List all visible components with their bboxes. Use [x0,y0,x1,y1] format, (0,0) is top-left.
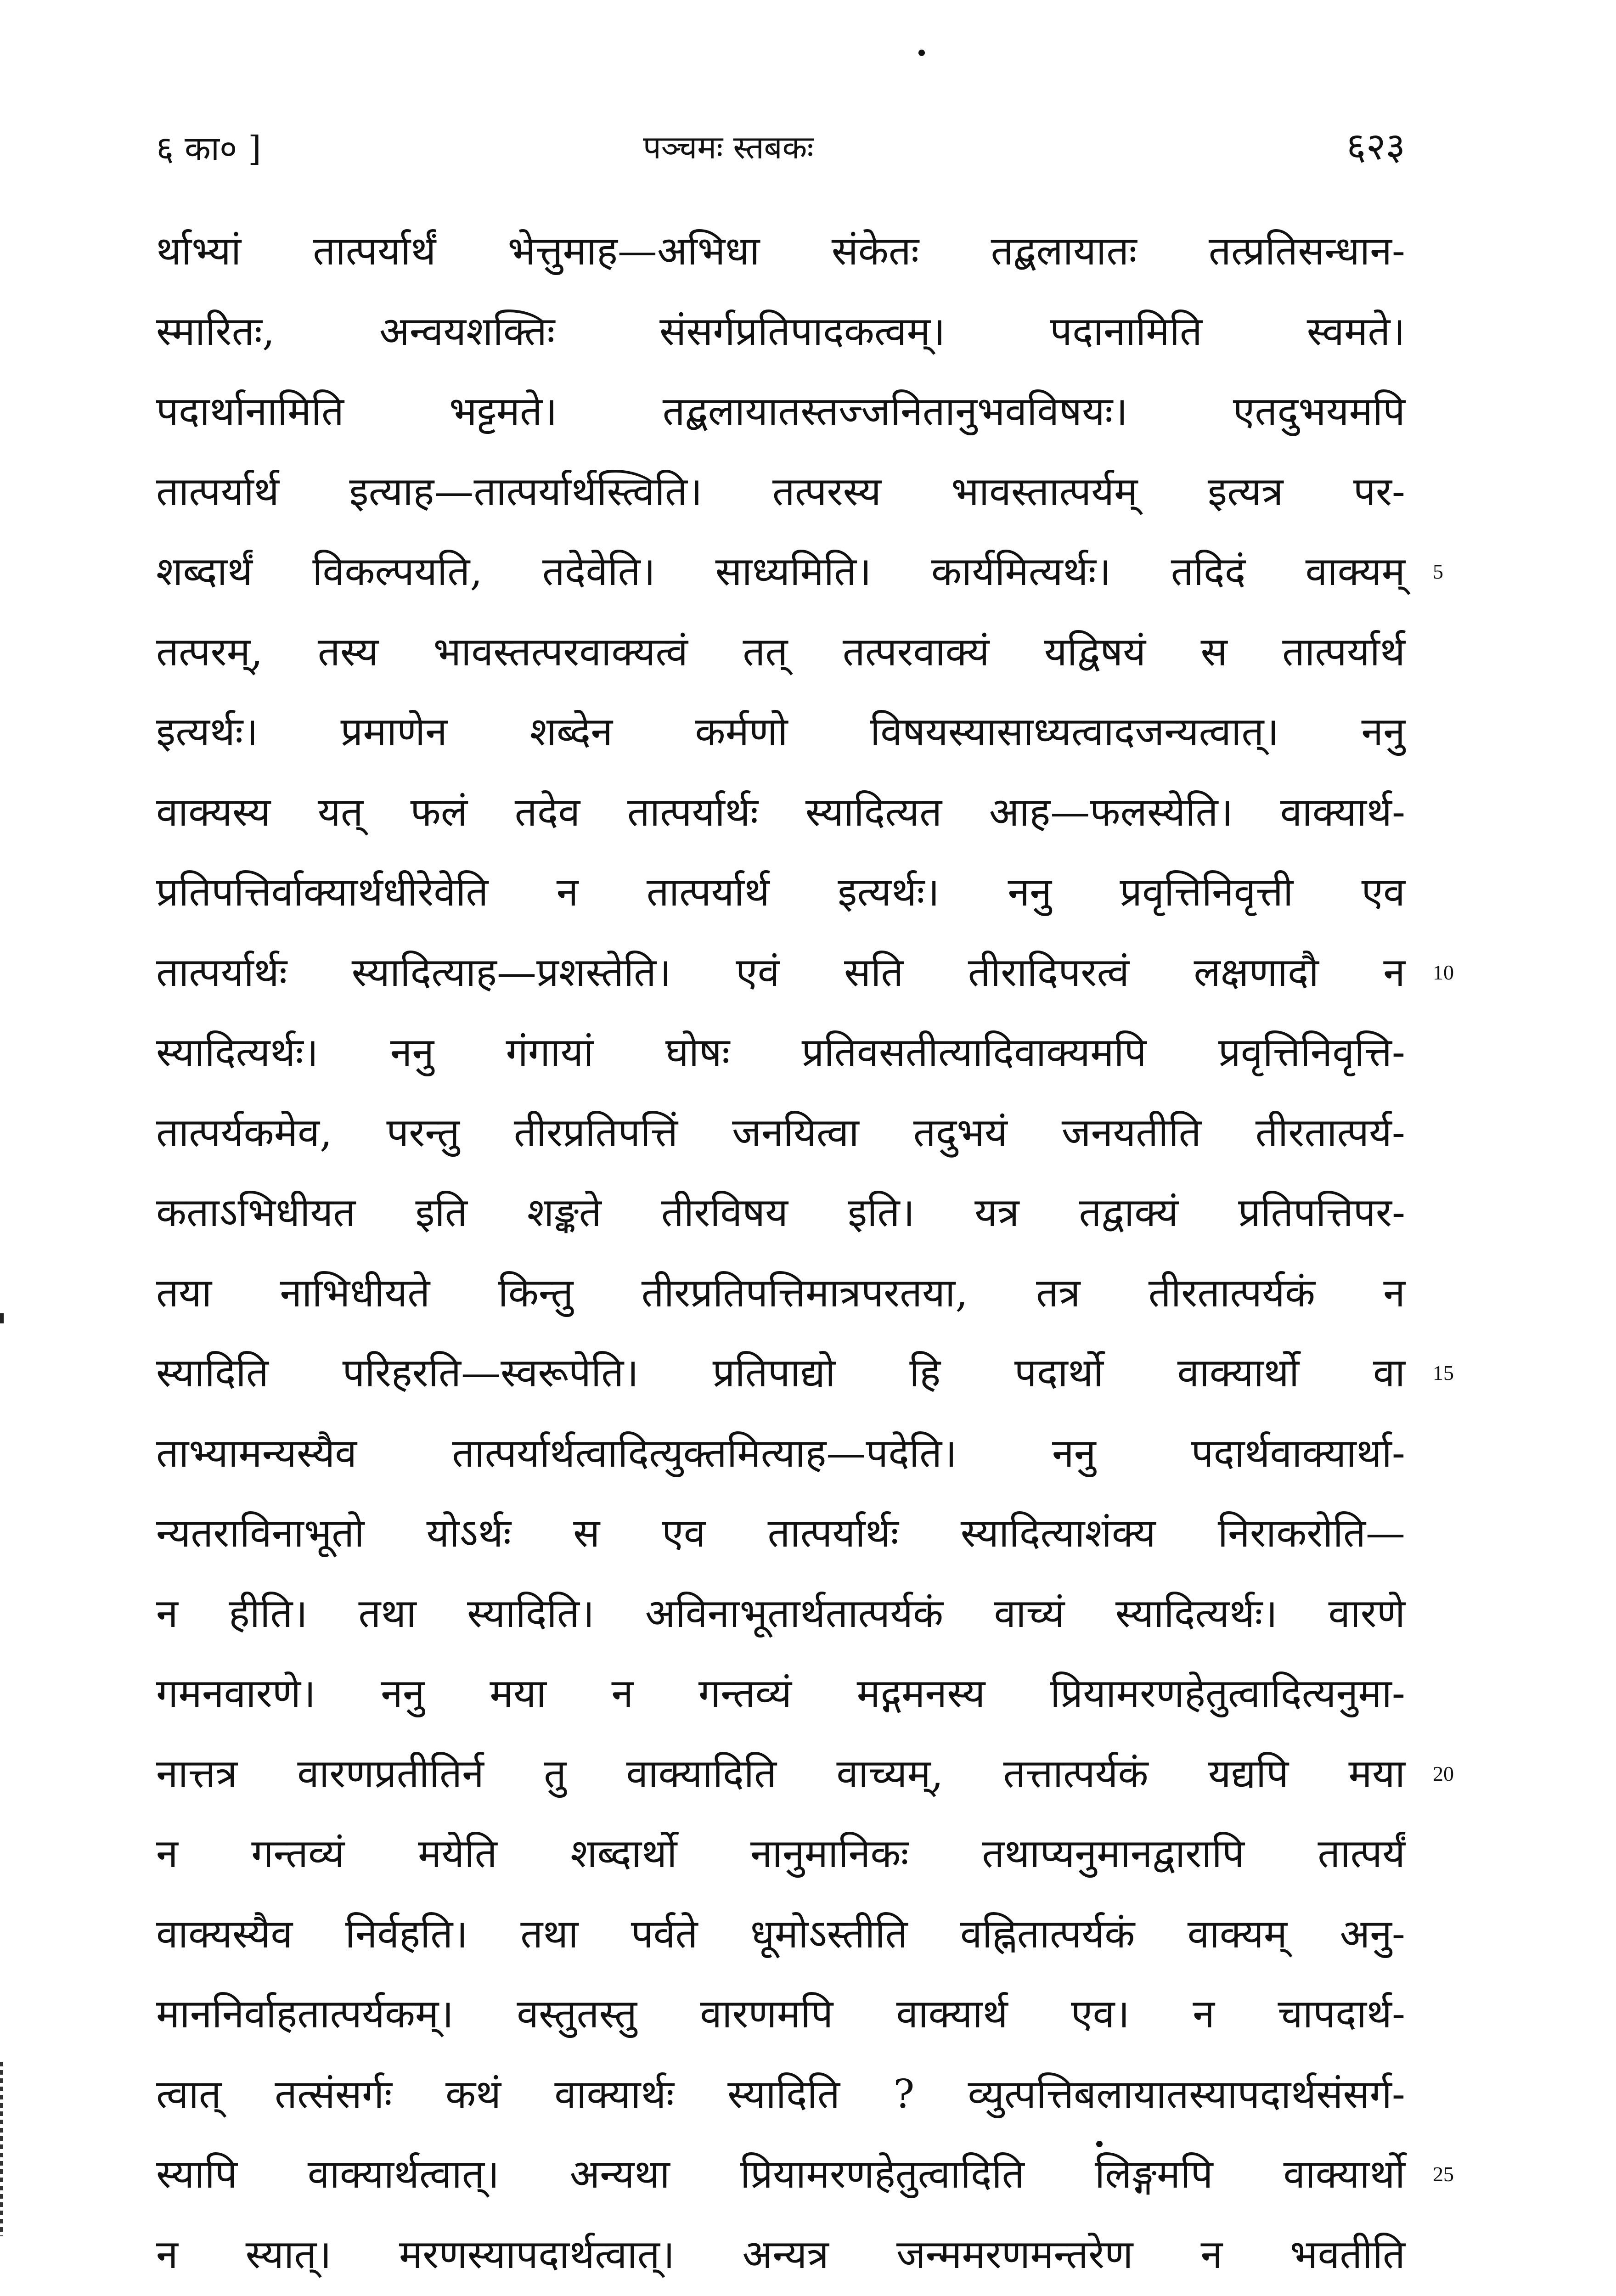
text-line: वाक्यस्य यत् फलं तदेव तात्पर्यार्थः स्यादित्यत आह—फलस्येति। वाक्यार्थ- [156,789,1405,835]
header-chapter-ref: ६ का० ] [156,129,261,169]
text-line: प्रतिपत्तिर्वाक्यार्थधीरेवेति न तात्पर्यार्थ इत्यर्थः। ननु प्रवृत्तिनिवृत्ती एव [156,869,1405,915]
text-line: स्यापि वाक्यार्थत्वात्। अन्यथा प्रियामरणहेतुत्वादिति लिङ्गमपि वाक्यार्थो [156,2151,1405,2197]
text-line: र्थाभ्यां तात्पर्यार्थं भेत्तुमाह—अभिधा संकेतः तद्बलायातः तत्प्रतिसन्धान- [156,228,1405,274]
text-line: इत्यर्थः। प्रमाणेन शब्देन कर्मणो विषयस्यासाध्यत्वादजन्यत्वात्। ननु [156,709,1405,755]
scan-edge-mark [0,1313,4,1323]
line-number-20: 20 [1433,1761,1454,1785]
ink-dot-top [918,50,925,56]
text-line: नात्तत्र वारणप्रतीतिर्न तु वाक्यादिति वाच्यम्, तत्तात्पर्यकं यद्यपि मया [156,1750,1405,1797]
line-number-5: 5 [1433,560,1443,583]
text-line: शब्दार्थं विकल्पयति, तदेवेति। साध्यमिति। कार्यमित्यर्थः। तदिदं वाक्यम् [156,549,1405,595]
text-line: कताऽभिधीयत इति शङ्कते तीरविषय इति। यत्र तद्वाक्यं प्रतिपत्तिपर- [156,1190,1405,1236]
text-line: तात्पर्यार्थ इत्याह—तात्पर्यार्थस्त्विति। तत्परस्य भावस्तात्पर्यम् इत्यत्र पर- [156,468,1405,515]
page-number: ६२३ [1346,125,1405,169]
text-line: ताभ्यामन्यस्यैव तात्पर्यार्थत्वादित्युक्तमित्याह—पदेति। ननु पदार्थवाक्यार्था- [156,1430,1405,1476]
text-line: तात्पर्यकमेव, परन्तु तीरप्रतिपत्तिं जनयित्वा तदुभयं जनयतीति तीरतात्पर्य- [156,1109,1405,1156]
text-line: स्यादिति परिहरति—स्वरूपेति। प्रतिपाद्यो हि पदार्थो वाक्यार्थो वा [156,1350,1405,1396]
line-number-10: 10 [1433,960,1454,984]
ink-dot-bottom [1096,2141,1103,2147]
line-number-15: 15 [1433,1361,1454,1384]
header-section-title: पञ्चमः स्तबकः [643,129,814,166]
text-line: तात्पर्यार्थः स्यादित्याह—प्रशस्तेति। एवं सति तीरादिपरत्वं लक्षणादौ न [156,949,1405,996]
text-line: न्यतराविनाभूतो योऽर्थः स एव तात्पर्यार्थः स्यादित्याशंक्य निराकरोति— [156,1510,1405,1556]
text-line: माननिर्वाहतात्पर्यकम्। वस्तुतस्तु वारणमपि वाक्यार्थ एव। न चापदार्थ- [156,1991,1405,2037]
line-number-25: 25 [1433,2162,1454,2186]
text-line: न स्यात्। मरणस्यापदार्थत्वात्। अन्यत्र जन्ममरणमन्तरेण न भवतीति [156,2231,1405,2278]
scan-binding-edge [0,2062,3,2236]
text-line: वाक्यस्यैव निर्वहति। तथा पर्वते धूमोऽस्तीति वह्नितात्पर्यकं वाक्यम् अनु- [156,1911,1405,1957]
commentary-text [156,211,1405,2296]
text-line: स्यादित्यर्थः। ननु गंगायां घोषः प्रतिवसतीत्यादिवाक्यमपि प्रवृत्तिनिवृत्ति- [156,1030,1405,1075]
text-line: न हीति। तथा स्यादिति। अविनाभूतार्थतात्पर्यकं वाच्यं स्यादित्यर्थः। वारणे [156,1590,1405,1637]
text-line: त्वात् तत्संसर्गः कथं वाक्यार्थः स्यादिति ? व्युत्पत्तिबलायातस्यापदार्थसंसर्ग- [156,2071,1405,2117]
text-line: गमनवारणे। ननु मया न गन्तव्यं मद्गमनस्य प्रियामरणहेतुत्वादित्यनुमा- [156,1671,1405,1716]
text-line: पदार्थानामिति भट्टमते। तद्बलायातस्तज्जनितानुभवविषयः। एतदुभयमपि [156,388,1405,434]
running-header [156,119,1405,174]
text-line [156,2295,1405,2296]
text-line: तत्परम्, तस्य भावस्तत्परवाक्यत्वं तत् तत्परवाक्यं यद्विषयं स तात्पर्यार्थ [156,629,1405,675]
text-line: स्मारितः, अन्वयशक्तिः संसर्गप्रतिपादकत्वम्। पदानामिति स्वमते। [156,308,1405,355]
text-line: तया नाभिधीयते किन्तु तीरप्रतिपत्तिमात्रपरतया, तत्र तीरतात्पर्यकं न [156,1270,1405,1316]
text-line: न गन्तव्यं मयेति शब्दार्थो नानुमानिकः तथाप्यनुमानद्वारापि तात्पर्यं [156,1831,1405,1877]
